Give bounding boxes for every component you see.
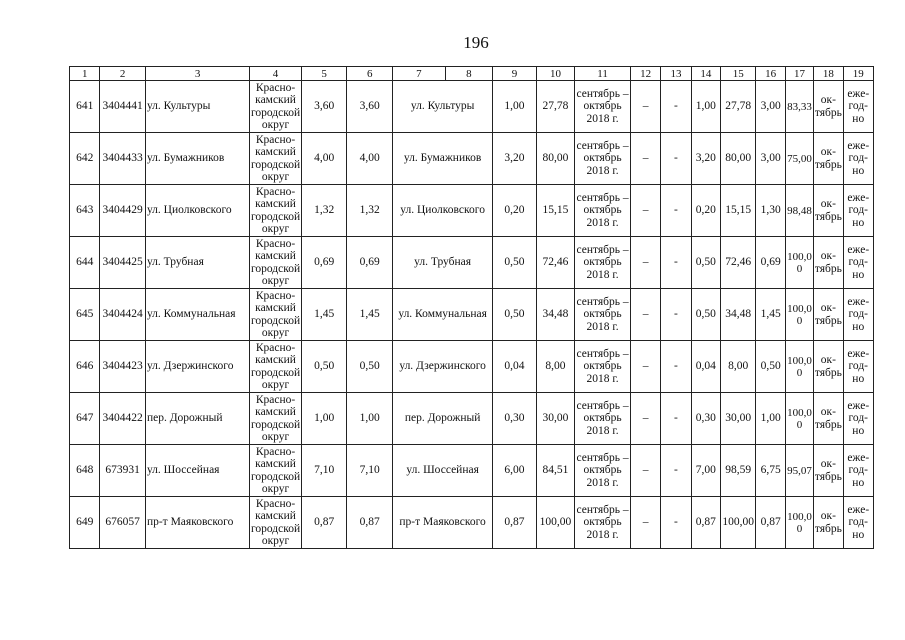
header-cell: 10	[536, 67, 574, 81]
street-name: пер. Дорожный	[145, 393, 249, 445]
value-cell: 3,00	[756, 133, 785, 185]
dash-cell: -	[661, 393, 691, 445]
table-row	[70, 237, 874, 289]
value-cell: 8,00	[721, 341, 756, 393]
dash-cell: -	[661, 445, 691, 497]
value-cell: 0,50	[301, 341, 347, 393]
period: сентябрь – октябрь 2018 г.	[575, 393, 631, 445]
header-cell: 11	[575, 67, 631, 81]
value-cell: 8,00	[536, 341, 574, 393]
value-cell: 1,00	[691, 81, 720, 133]
district: Красно-камский городской округ	[250, 237, 301, 287]
dash-cell: -	[661, 497, 691, 549]
value-cell: 27,78	[721, 81, 756, 133]
district: Красно-камский городской округ	[250, 289, 301, 339]
frequency: еже-год-но	[843, 81, 873, 133]
value-cell: 1,32	[347, 185, 393, 237]
value-cell: 0,04	[493, 341, 537, 393]
district: Красно-камский городской округ	[250, 341, 301, 391]
period: сентябрь – октябрь 2018 г.	[575, 81, 631, 133]
road-name: ул. Циолковского	[393, 185, 493, 237]
dash-cell: -	[661, 81, 691, 133]
value-cell: 1,00	[301, 393, 347, 445]
value-cell: 1,32	[301, 185, 347, 237]
street-name: ул. Дзержинского	[145, 341, 249, 393]
row-number: 643	[70, 185, 100, 237]
value-cell: 72,46	[536, 237, 574, 289]
month: ок-тябрь	[814, 289, 843, 341]
value-cell: 0,87	[756, 497, 785, 549]
value-cell: 1,45	[347, 289, 393, 341]
period: сентябрь – октябрь 2018 г.	[575, 497, 631, 549]
frequency: еже-год-но	[843, 393, 873, 445]
district: Красно-камский городской округ	[250, 393, 301, 443]
road-code: 3404429	[100, 185, 146, 237]
frequency: еже-год-но	[843, 341, 873, 393]
dash-cell: –	[630, 341, 660, 393]
month: ок-тябрь	[814, 341, 843, 393]
row-number: 644	[70, 237, 100, 289]
value-cell: 27,78	[536, 81, 574, 133]
value-cell: 3,00	[756, 81, 785, 133]
value-cell: 84,51	[536, 445, 574, 497]
dash-cell: –	[630, 289, 660, 341]
value-cell: 0,30	[493, 393, 537, 445]
header-cell: 16	[756, 67, 785, 81]
value-cell: 100,0 0	[785, 497, 813, 549]
month: ок-тябрь	[814, 81, 843, 133]
street-name: ул. Культуры	[145, 81, 249, 133]
value-cell: 1,45	[301, 289, 347, 341]
value-cell: 0,69	[301, 237, 347, 289]
value-cell: 0,50	[691, 289, 720, 341]
header-cell: 4	[250, 67, 302, 81]
dash-cell: –	[630, 237, 660, 289]
value-cell: 0,87	[347, 497, 393, 549]
road-code: 3404433	[100, 133, 146, 185]
value-cell: 1,45	[756, 289, 785, 341]
month: ок-тябрь	[814, 133, 843, 185]
value-cell: 3,20	[691, 133, 720, 185]
dash-cell: -	[661, 289, 691, 341]
value-cell: 83,33	[785, 81, 813, 133]
value-cell: 34,48	[536, 289, 574, 341]
value-cell: 0,50	[493, 237, 537, 289]
table-row	[70, 81, 874, 133]
value-cell: 3,20	[493, 133, 537, 185]
road-code: 3404423	[100, 341, 146, 393]
district: Красно-камский городской округ	[250, 133, 301, 183]
value-cell: 7,10	[347, 445, 393, 497]
header-cell: 19	[843, 67, 873, 81]
dash-cell: –	[630, 497, 660, 549]
value-cell: 100,00	[536, 497, 574, 549]
frequency: еже-год-но	[843, 133, 873, 185]
value-cell: 0,04	[691, 341, 720, 393]
table-body	[70, 67, 874, 549]
street-name: ул. Коммунальная	[145, 289, 249, 341]
header-cell: 9	[493, 67, 537, 81]
dash-cell: -	[661, 185, 691, 237]
header-cell: 1	[70, 67, 100, 81]
header-cell: 17	[785, 67, 813, 81]
district: Красно-камский городской округ	[250, 185, 301, 235]
header-cell: 3	[145, 67, 249, 81]
road-code: 673931	[100, 445, 146, 497]
value-cell: 0,69	[756, 237, 785, 289]
road-name: ул. Трубная	[393, 237, 493, 289]
district: Красно-камский городской округ	[250, 445, 301, 495]
value-cell: 72,46	[721, 237, 756, 289]
frequency: еже-год-но	[843, 289, 873, 341]
dash-cell: -	[661, 237, 691, 289]
value-cell: 0,50	[347, 341, 393, 393]
table-row	[70, 445, 874, 497]
table-row	[70, 185, 874, 237]
value-cell: 3,60	[347, 81, 393, 133]
value-cell: 100,0 0	[785, 341, 813, 393]
value-cell: 95,07	[785, 445, 813, 497]
frequency: еже-год-но	[843, 445, 873, 497]
value-cell: 15,15	[721, 185, 756, 237]
table-row	[70, 497, 874, 549]
header-row	[70, 67, 874, 81]
district: Красно-камский городской округ	[250, 497, 301, 547]
value-cell: 6,00	[493, 445, 537, 497]
value-cell: 15,15	[536, 185, 574, 237]
dash-cell: –	[630, 185, 660, 237]
value-cell: 4,00	[301, 133, 347, 185]
row-number: 642	[70, 133, 100, 185]
street-name: пр-т Маяковского	[145, 497, 249, 549]
header-cell: 6	[347, 67, 393, 81]
period: сентябрь – октябрь 2018 г.	[575, 237, 631, 289]
month: ок-тябрь	[814, 497, 843, 549]
value-cell: 100,0 0	[785, 289, 813, 341]
frequency: еже-год-но	[843, 185, 873, 237]
row-number: 641	[70, 81, 100, 133]
dash-cell: –	[630, 393, 660, 445]
row-number: 646	[70, 341, 100, 393]
value-cell: 1,30	[756, 185, 785, 237]
value-cell: 1,00	[493, 81, 537, 133]
road-name: ул. Культуры	[393, 81, 493, 133]
value-cell: 3,60	[301, 81, 347, 133]
value-cell: 98,59	[721, 445, 756, 497]
value-cell: 0,87	[493, 497, 537, 549]
value-cell: 7,00	[691, 445, 720, 497]
value-cell: 1,00	[756, 393, 785, 445]
street-name: ул. Шоссейная	[145, 445, 249, 497]
month: ок-тябрь	[814, 445, 843, 497]
value-cell: 0,87	[691, 497, 720, 549]
value-cell: 6,75	[756, 445, 785, 497]
dash-cell: –	[630, 81, 660, 133]
table-row	[70, 133, 874, 185]
header-cell: 8	[445, 67, 493, 81]
table-row	[70, 289, 874, 341]
roads-table	[69, 66, 874, 549]
value-cell: 0,69	[347, 237, 393, 289]
road-name: ул. Коммунальная	[393, 289, 493, 341]
value-cell: 100,00	[721, 497, 756, 549]
month: ок-тябрь	[814, 237, 843, 289]
value-cell: 30,00	[721, 393, 756, 445]
dash-cell: –	[630, 445, 660, 497]
value-cell: 100,0 0	[785, 393, 813, 445]
value-cell: 0,20	[493, 185, 537, 237]
row-number: 648	[70, 445, 100, 497]
road-code: 3404441	[100, 81, 146, 133]
street-name: ул. Трубная	[145, 237, 249, 289]
row-number: 647	[70, 393, 100, 445]
value-cell: 0,50	[493, 289, 537, 341]
road-name: пер. Дорожный	[393, 393, 493, 445]
value-cell: 7,10	[301, 445, 347, 497]
value-cell: 0,87	[301, 497, 347, 549]
value-cell: 98,48	[785, 185, 813, 237]
frequency: еже-год-но	[843, 237, 873, 289]
dash-cell: -	[661, 341, 691, 393]
header-cell: 7	[393, 67, 446, 81]
road-code: 3404424	[100, 289, 146, 341]
header-cell: 14	[691, 67, 720, 81]
value-cell: 0,50	[691, 237, 720, 289]
header-cell: 5	[301, 67, 347, 81]
page-number: 196	[463, 33, 489, 52]
value-cell: 1,00	[347, 393, 393, 445]
value-cell: 4,00	[347, 133, 393, 185]
value-cell: 34,48	[721, 289, 756, 341]
value-cell: 0,30	[691, 393, 720, 445]
road-name: ул. Шоссейная	[393, 445, 493, 497]
header-cell: 12	[630, 67, 660, 81]
value-cell: 80,00	[536, 133, 574, 185]
road-name: ул. Дзержинского	[393, 341, 493, 393]
dash-cell: -	[661, 133, 691, 185]
row-number: 645	[70, 289, 100, 341]
value-cell: 30,00	[536, 393, 574, 445]
district: Красно-камский городской округ	[250, 81, 301, 131]
value-cell: 100,0 0	[785, 237, 813, 289]
header-cell: 18	[814, 67, 843, 81]
period: сентябрь – октябрь 2018 г.	[575, 289, 631, 341]
road-code: 676057	[100, 497, 146, 549]
frequency: еже-год-но	[843, 497, 873, 549]
month: ок-тябрь	[814, 393, 843, 445]
street-name: ул. Циолковского	[145, 185, 249, 237]
period: сентябрь – октябрь 2018 г.	[575, 341, 631, 393]
header-cell: 2	[100, 67, 146, 81]
road-code: 3404422	[100, 393, 146, 445]
value-cell: 75,00	[785, 133, 813, 185]
row-number: 649	[70, 497, 100, 549]
road-name: пр-т Маяковского	[393, 497, 493, 549]
road-name: ул. Бумажников	[393, 133, 493, 185]
period: сентябрь – октябрь 2018 г.	[575, 133, 631, 185]
header-cell: 13	[661, 67, 691, 81]
road-code: 3404425	[100, 237, 146, 289]
street-name: ул. Бумажников	[145, 133, 249, 185]
period: сентябрь – октябрь 2018 г.	[575, 445, 631, 497]
header-cell: 15	[721, 67, 756, 81]
month: ок-тябрь	[814, 185, 843, 237]
value-cell: 0,20	[691, 185, 720, 237]
value-cell: 80,00	[721, 133, 756, 185]
dash-cell: –	[630, 133, 660, 185]
period: сентябрь – октябрь 2018 г.	[575, 185, 631, 237]
table-row	[70, 341, 874, 393]
table-row	[70, 393, 874, 445]
value-cell: 0,50	[756, 341, 785, 393]
